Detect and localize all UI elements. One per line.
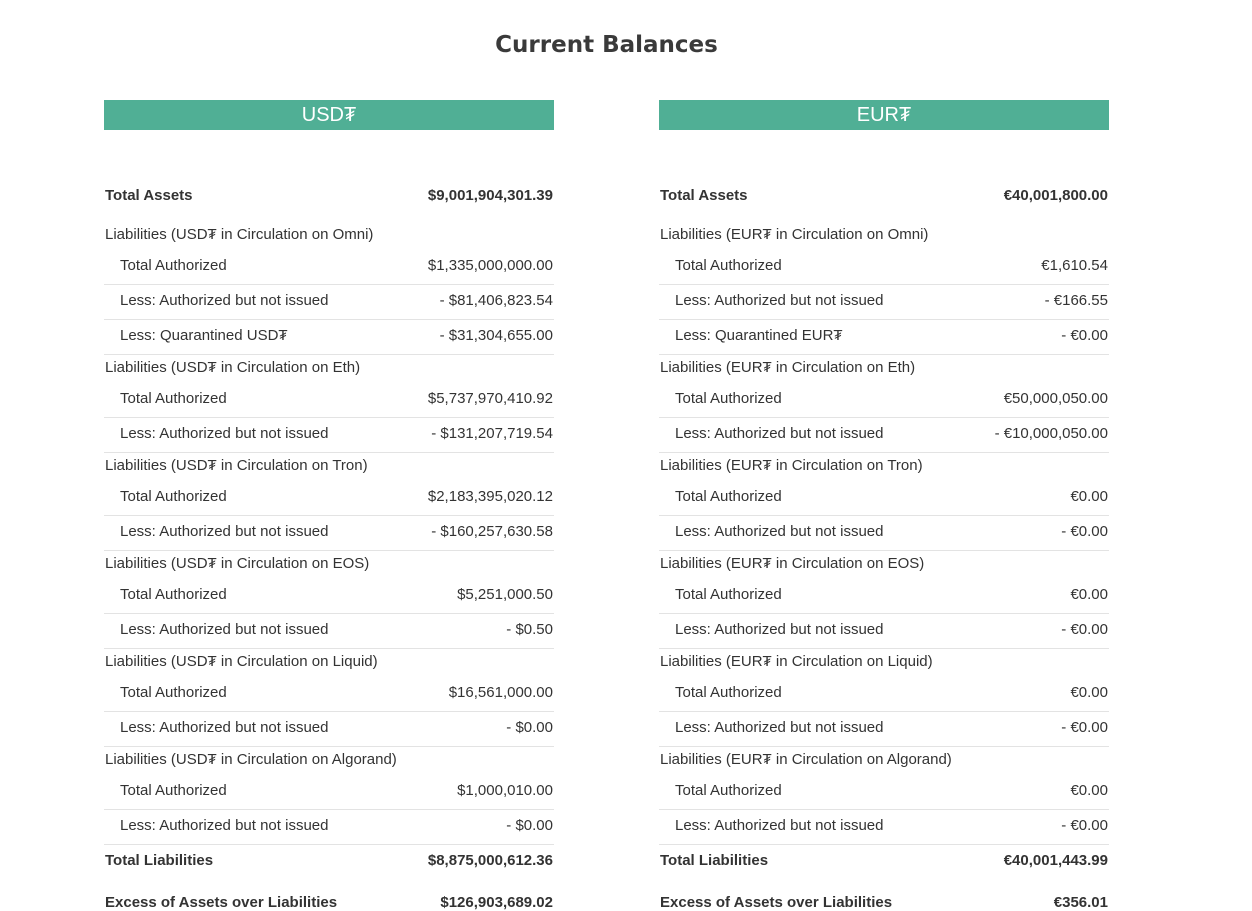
- divider: [104, 711, 554, 712]
- divider: [104, 550, 554, 551]
- usdt-balance-panel: [104, 100, 554, 911]
- row-value: $1,000,010.00: [457, 782, 553, 799]
- divider: [659, 613, 1109, 614]
- row-value: €0.00: [1070, 586, 1108, 603]
- divider: [659, 550, 1109, 551]
- section-heading-label: Liabilities (USD₮ in Circulation on Algorand): [105, 751, 397, 768]
- row-value: - $0.00: [506, 817, 553, 834]
- divider: [659, 452, 1109, 453]
- row-label: Less: Authorized but not issued: [120, 523, 329, 540]
- row-label: Less: Authorized but not issued: [675, 425, 884, 442]
- row-label: Total Authorized: [675, 782, 782, 799]
- row-value: $16,561,000.00: [448, 684, 553, 701]
- row-label: Total Authorized: [120, 684, 227, 701]
- row-value: - $131,207,719.54: [431, 425, 553, 442]
- row-value: $5,737,970,410.92: [427, 390, 553, 407]
- divider: [659, 648, 1109, 649]
- section-heading-label: Liabilities (EUR₮ in Circulation on Algorand): [660, 751, 952, 768]
- row-value: - $160,257,630.58: [431, 523, 553, 540]
- row-value: - €0.00: [1061, 719, 1108, 736]
- row-label: Less: Authorized but not issued: [120, 425, 329, 442]
- divider: [659, 844, 1109, 845]
- divider: [104, 613, 554, 614]
- divider: [104, 452, 554, 453]
- row-value: - $0.00: [506, 719, 553, 736]
- row-label: Less: Authorized but not issued: [675, 292, 884, 309]
- row-label: Total Authorized: [675, 488, 782, 505]
- row-value: - $31,304,655.00: [439, 327, 553, 344]
- total-assets-label: Total Assets: [105, 187, 193, 204]
- eurt-panel-header: EUR₮: [659, 100, 1109, 130]
- total-assets-value: €40,001,800.00: [1003, 187, 1108, 204]
- page-title: Current Balances: [495, 32, 718, 58]
- row-label: Less: Quarantined USD₮: [120, 327, 288, 344]
- total-liabilities-value: $8,875,000,612.36: [427, 852, 553, 869]
- divider: [104, 354, 554, 355]
- row-label: Less: Authorized but not issued: [120, 292, 329, 309]
- total-liabilities-label: Total Liabilities: [105, 852, 214, 869]
- divider: [659, 284, 1109, 285]
- row-label: Less: Authorized but not issued: [675, 817, 884, 834]
- row-label: Less: Authorized but not issued: [675, 719, 884, 736]
- section-heading-label: Liabilities (USD₮ in Circulation on Tron): [105, 457, 368, 474]
- total-liabilities-value: €40,001,443.99: [1003, 852, 1108, 869]
- row-value: €0.00: [1070, 684, 1108, 701]
- row-value: €0.00: [1070, 488, 1108, 505]
- divider: [104, 515, 554, 516]
- divider: [104, 319, 554, 320]
- row-value: - €0.00: [1061, 327, 1108, 344]
- excess-value: €356.01: [1053, 894, 1108, 911]
- row-value: $1,335,000,000.00: [427, 257, 553, 274]
- row-label: Total Authorized: [120, 390, 227, 407]
- row-value: - $81,406,823.54: [439, 292, 553, 309]
- section-heading-label: Liabilities (EUR₮ in Circulation on Eth): [660, 359, 916, 376]
- divider: [104, 417, 554, 418]
- row-value: - €0.00: [1061, 621, 1108, 638]
- row-value: - €166.55: [1044, 292, 1108, 309]
- divider: [659, 515, 1109, 516]
- divider: [104, 809, 554, 810]
- total-assets-label: Total Assets: [660, 187, 748, 204]
- section-heading-label: Liabilities (USD₮ in Circulation on Liquid): [105, 653, 378, 670]
- divider: [659, 417, 1109, 418]
- row-label: Total Authorized: [120, 586, 227, 603]
- row-value: - $0.50: [506, 621, 553, 638]
- row-label: Total Authorized: [120, 782, 227, 799]
- section-heading-label: Liabilities (USD₮ in Circulation on Omni): [105, 226, 374, 243]
- excess-label: Excess of Assets over Liabilities: [105, 894, 338, 911]
- divider: [104, 746, 554, 747]
- row-label: Total Authorized: [675, 257, 782, 274]
- divider: [104, 284, 554, 285]
- row-value: $5,251,000.50: [457, 586, 553, 603]
- row-value: €1,610.54: [1041, 257, 1108, 274]
- row-value: - €0.00: [1061, 523, 1108, 540]
- divider: [659, 319, 1109, 320]
- row-label: Less: Quarantined EUR₮: [675, 327, 843, 344]
- excess-value: $126,903,689.02: [440, 894, 553, 911]
- section-heading-label: Liabilities (USD₮ in Circulation on Eth): [105, 359, 361, 376]
- divider: [659, 746, 1109, 747]
- row-value: €50,000,050.00: [1003, 390, 1108, 407]
- row-value: €0.00: [1070, 782, 1108, 799]
- section-heading-label: Liabilities (EUR₮ in Circulation on Liquid): [660, 653, 933, 670]
- section-heading-label: Liabilities (USD₮ in Circulation on EOS): [105, 555, 370, 572]
- row-label: Total Authorized: [675, 684, 782, 701]
- eurt-balance-panel: [659, 100, 1109, 911]
- row-value: - €10,000,050.00: [994, 425, 1108, 442]
- divider: [104, 844, 554, 845]
- usdt-panel-header: USD₮: [104, 100, 554, 130]
- row-label: Less: Authorized but not issued: [675, 621, 884, 638]
- row-label: Less: Authorized but not issued: [675, 523, 884, 540]
- section-heading-label: Liabilities (EUR₮ in Circulation on Tron): [660, 457, 923, 474]
- total-assets-value: $9,001,904,301.39: [427, 187, 553, 204]
- row-value: $2,183,395,020.12: [427, 488, 553, 505]
- divider: [659, 711, 1109, 712]
- row-label: Less: Authorized but not issued: [120, 817, 329, 834]
- row-label: Less: Authorized but not issued: [120, 621, 329, 638]
- row-value: - €0.00: [1061, 817, 1108, 834]
- section-heading-label: Liabilities (EUR₮ in Circulation on EOS): [660, 555, 925, 572]
- total-liabilities-label: Total Liabilities: [660, 852, 769, 869]
- divider: [659, 809, 1109, 810]
- row-label: Less: Authorized but not issued: [120, 719, 329, 736]
- divider: [104, 648, 554, 649]
- row-label: Total Authorized: [675, 586, 782, 603]
- section-heading-label: Liabilities (EUR₮ in Circulation on Omni): [660, 226, 929, 243]
- row-label: Total Authorized: [120, 488, 227, 505]
- row-label: Total Authorized: [120, 257, 227, 274]
- row-label: Total Authorized: [675, 390, 782, 407]
- divider: [659, 354, 1109, 355]
- excess-label: Excess of Assets over Liabilities: [660, 894, 893, 911]
